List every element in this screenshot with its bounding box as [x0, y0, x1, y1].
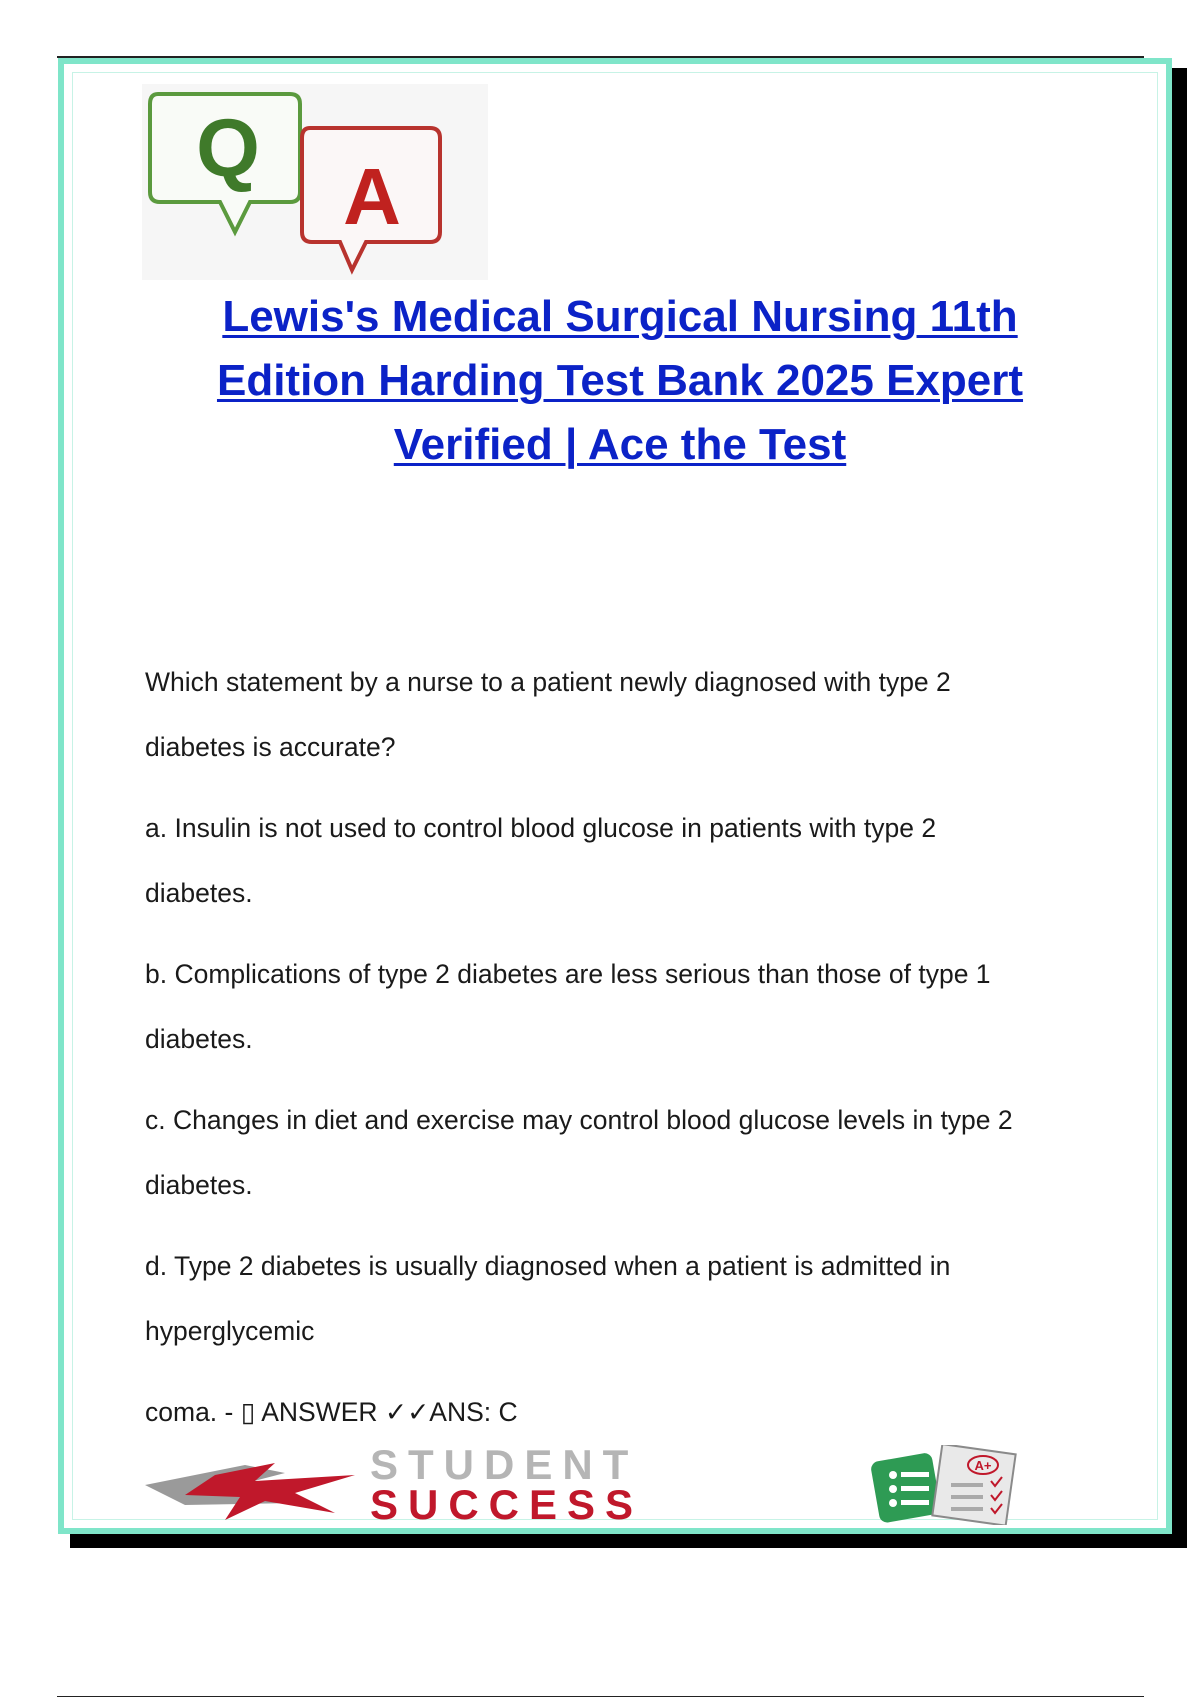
question-stem: Which statement by a nurse to a patient newly diagnosed with type 2 diabetes is accurate? — [145, 667, 951, 762]
document-title[interactable]: Lewis's Medical Surgical Nursing 11th Edition Harding Test Bank 2025 Expert Verified | Ace the Test — [216, 292, 1024, 469]
q-letter: Q — [196, 103, 260, 194]
a-letter: A — [343, 152, 401, 241]
option-c: c. Changes in diet and exercise may control blood glucose levels in type 2 diabetes. — [145, 1105, 1013, 1200]
brand-word-student: STUDENT — [370, 1445, 639, 1488]
question-block — [145, 650, 1105, 1461]
option-b: b. Complications of type 2 diabetes are less serious than those of type 1 diabetes. — [145, 959, 991, 1054]
option-d: d. Type 2 diabetes is usually diagnosed when a patient is admitted in hyperglycemic — [145, 1251, 951, 1346]
checklist-icon — [870, 1452, 942, 1524]
bottom-rule — [57, 1696, 1144, 1697]
option-a: a. Insulin is not used to control blood glucose in patients with type 2 diabetes. — [145, 813, 937, 908]
answer-line: coma. - ▯ ANSWER ✓✓ANS: C — [145, 1397, 518, 1427]
graded-paper-icon — [932, 1445, 1015, 1525]
student-success-logo — [145, 1445, 1095, 1525]
brand-word-success: SUCCESS — [370, 1481, 644, 1525]
qa-logo — [140, 82, 490, 282]
grade-badge: A+ — [974, 1458, 992, 1473]
